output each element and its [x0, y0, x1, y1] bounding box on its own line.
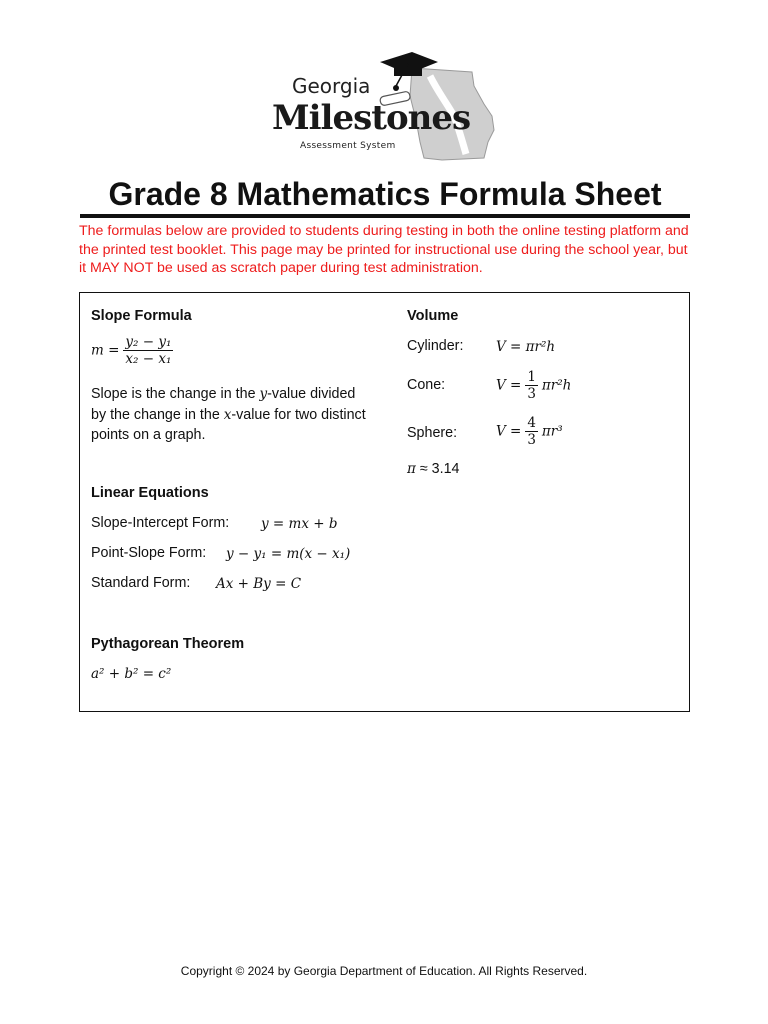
pi-value: ≈ 3.14 — [415, 461, 460, 477]
slope-desc-part: -value for two distinct points on a graph. — [91, 406, 366, 443]
slope-description — [91, 384, 371, 446]
sphere-numerator: 4 — [527, 415, 536, 431]
standard-form-label: Standard Form: — [91, 575, 191, 591]
logo-milestones-text: Milestones — [272, 98, 471, 138]
cylinder-label: Cylinder: — [407, 338, 464, 354]
linear-equations-heading: Linear Equations — [91, 485, 209, 501]
cone-numerator: 1 — [527, 369, 536, 385]
cone-equation — [496, 369, 571, 402]
volume-heading: Volume — [407, 308, 459, 324]
point-slope-label: Point-Slope Form: — [91, 545, 207, 561]
pythagorean-equation: a² + b² = c² — [91, 666, 172, 682]
slope-lhs: m = — [91, 342, 120, 359]
cylinder-equation: V = πr²h — [496, 339, 556, 355]
formula-box — [79, 292, 690, 712]
logo-assessment-text: Assessment System — [300, 141, 396, 151]
slope-intercept-label: Slope-Intercept Form: — [91, 515, 230, 531]
pi-approximation — [407, 461, 460, 477]
pi-symbol: π — [407, 461, 416, 477]
point-slope-equation: y − y₁ = m(x − x₁) — [226, 546, 351, 562]
sphere-fraction — [525, 415, 538, 448]
slope-desc-part: Slope is the change in the — [91, 386, 260, 402]
slope-numerator: y₂ − y₁ — [125, 334, 172, 350]
slope-desc-part: -value divided by the change in the — [91, 386, 356, 423]
cone-lhs: V = — [496, 377, 522, 394]
logo-georgia-text: Georgia — [292, 74, 371, 98]
slope-desc-var-x: x — [223, 406, 232, 423]
cone-rhs: πr²h — [541, 377, 572, 394]
slope-denominator: x₂ − x₁ — [125, 351, 172, 367]
page-title: Grade 8 Mathematics Formula Sheet — [80, 176, 690, 218]
cone-label: Cone: — [407, 377, 446, 393]
sphere-label: Sphere: — [407, 425, 458, 441]
sphere-equation — [496, 415, 563, 448]
standard-form-equation: Ax + By = C — [216, 576, 302, 592]
cone-denominator: 3 — [527, 386, 536, 402]
sphere-lhs: V = — [496, 423, 522, 440]
slope-formula — [91, 334, 173, 367]
usage-notice: The formulas below are provided to students during testing in both the online testing platform and the printed test booklet. This page may be printed for instructional use during the school year, but it MAY NOT be used as scratch paper during test administration. — [79, 223, 689, 277]
pythagorean-heading: Pythagorean Theorem — [91, 636, 245, 652]
copyright-footer: Copyright © 2024 by Georgia Department of Education. All Rights Reserved. — [180, 964, 588, 978]
sphere-rhs: πr³ — [541, 423, 563, 440]
cone-fraction — [525, 369, 538, 402]
slope-intercept-equation: y = mx + b — [261, 516, 338, 532]
sphere-denominator: 3 — [527, 432, 536, 448]
slope-formula-heading: Slope Formula — [91, 308, 192, 324]
georgia-milestones-logo — [262, 46, 502, 166]
slope-fraction — [123, 334, 173, 367]
slope-desc-var-y: y — [259, 386, 268, 402]
